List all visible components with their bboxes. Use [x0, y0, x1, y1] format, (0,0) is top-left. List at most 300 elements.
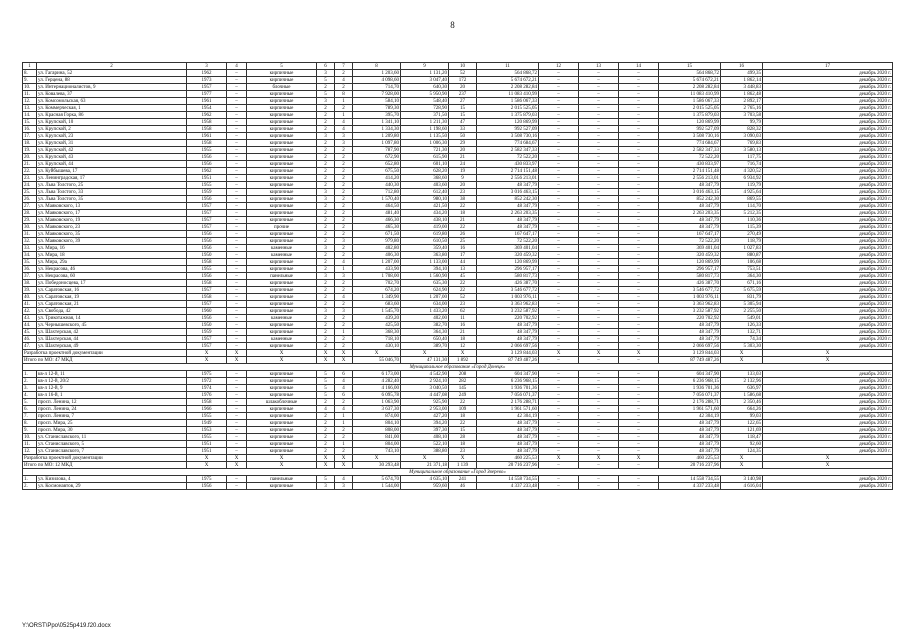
table-cell: 5 675,59 [721, 287, 763, 294]
table-cell: – [539, 182, 579, 189]
table-cell: 2 [335, 280, 353, 287]
table-cell: X [579, 455, 619, 462]
table-cell: – [227, 301, 247, 308]
table-cell: 25. [23, 189, 37, 196]
table-cell: – [227, 448, 247, 455]
table-cell: 3 [317, 483, 335, 490]
table-cell: – [539, 70, 579, 77]
table-cell: – [579, 133, 619, 140]
table-cell: 980,10 [401, 196, 449, 203]
table-cell: 1 207,00 [353, 259, 401, 266]
table-cell: 48 347,79 [659, 448, 721, 455]
table-cell: декабрь 2020 г. [763, 161, 893, 168]
table-cell: 1 135,50 [401, 133, 449, 140]
header-cell: 3 [187, 63, 227, 70]
table-cell: 2 [317, 413, 335, 420]
table-cell: – [539, 406, 579, 413]
table-cell: 44 [449, 259, 477, 266]
table-cell: 671,50 [353, 231, 401, 238]
table-cell: – [579, 140, 619, 147]
table-cell: декабрь 2020 г. [763, 294, 893, 301]
table-cell: 2 015 525,05 [659, 105, 721, 112]
table-cell: 1973 [187, 77, 227, 84]
table-cell: 460 225,53 [477, 455, 539, 462]
table-cell: 1957 [187, 203, 227, 210]
table-cell: 992 527,09 [477, 126, 539, 133]
table-row [23, 287, 893, 294]
table-cell: X [353, 350, 401, 357]
table-cell: – [579, 112, 619, 119]
table-cell: 3 090,03 [721, 133, 763, 140]
table-cell: – [227, 112, 247, 119]
table-cell: 2 [317, 154, 335, 161]
table-cell: кирпичные [247, 301, 317, 308]
summary-label: Итого по МО: 47 МКД [23, 357, 187, 364]
header-cell: 1 [23, 63, 37, 70]
table-cell: 72 522,20 [659, 238, 721, 245]
table-cell: 3 [335, 273, 353, 280]
table-cell: 2 [335, 252, 353, 259]
table-cell: 1959 [187, 189, 227, 196]
table-cell: – [579, 399, 619, 406]
table-cell: – [227, 210, 247, 217]
table-cell: X [401, 350, 449, 357]
table-cell: 1956 [187, 315, 227, 322]
table-cell: 3 363 962,83 [477, 301, 539, 308]
table-cell: 774 684,67 [659, 140, 721, 147]
table-cell: 610,50 [401, 238, 449, 245]
table-cell: 403,60 [401, 182, 449, 189]
table-cell: X [335, 357, 353, 364]
table-cell: – [227, 441, 247, 448]
table-cell: – [579, 315, 619, 322]
table-cell: 1 027,83 [721, 245, 763, 252]
address-cell: ул. Красная Горка, 86 [37, 112, 187, 119]
table-cell: – [227, 168, 247, 175]
table-cell: 48 347,79 [477, 182, 539, 189]
header-cell: 7 [335, 63, 353, 70]
table-cell: 2 [317, 448, 335, 455]
table-cell: 21 [449, 217, 477, 224]
table-cell: 1977 [187, 91, 227, 98]
table-cell: 1 586 067,33 [659, 98, 721, 105]
table-cell: 41. [23, 301, 37, 308]
table-cell: 22. [23, 168, 37, 175]
table-cell: – [579, 70, 619, 77]
table-row [23, 224, 893, 231]
table-cell: 5 [317, 91, 335, 98]
table-row [23, 231, 893, 238]
table-cell: 1950 [187, 252, 227, 259]
table-cell: 2. [23, 378, 37, 385]
table-cell: 35. [23, 259, 37, 266]
table-cell: 395,70 [353, 112, 401, 119]
table-cell: 2 [317, 399, 335, 406]
table-cell: 48 347,79 [659, 434, 721, 441]
table-cell: – [619, 462, 659, 469]
table-cell: декабрь 2020 г. [763, 112, 893, 119]
table-cell: – [619, 196, 659, 203]
table-cell: 23. [23, 175, 37, 182]
table-cell: – [579, 336, 619, 343]
table-cell: X [187, 462, 227, 469]
table-cell: 1957 [187, 301, 227, 308]
header-cell: 11 [477, 63, 539, 70]
table-cell: 1 334,30 [353, 126, 401, 133]
table-cell: кирпичные [247, 259, 317, 266]
table-cell: 16. [23, 126, 37, 133]
table-cell: – [579, 154, 619, 161]
table-cell: – [227, 77, 247, 84]
table-cell: 841,00 [353, 434, 401, 441]
table-cell: 1956 [187, 483, 227, 490]
table-cell: X [619, 350, 659, 357]
table-row [23, 91, 893, 98]
table-cell: 38. [23, 280, 37, 287]
table-cell: 21 [449, 329, 477, 336]
table-cell: кирпичные [247, 385, 317, 392]
table-cell: 1956 [187, 161, 227, 168]
table-cell: 6 095,78 [353, 392, 401, 399]
table-cell: 48 347,79 [659, 420, 721, 427]
table-cell: 2 953,00 [401, 406, 449, 413]
table-cell: – [619, 84, 659, 91]
table-cell: 48 347,79 [659, 182, 721, 189]
table-cell: 72 522,20 [477, 154, 539, 161]
table-cell: – [539, 392, 579, 399]
table-cell: – [619, 70, 659, 77]
table-cell: декабрь 2020 г. [763, 399, 893, 406]
table-cell: 4 [335, 294, 353, 301]
table-cell: 1 139 [449, 462, 477, 469]
table-cell: – [619, 266, 659, 273]
table-cell: 652,80 [353, 161, 401, 168]
table-cell: 15 [449, 112, 477, 119]
table-cell: декабрь 2020 г. [763, 385, 893, 392]
table-cell: 1 544,00 [353, 483, 401, 490]
table-cell: – [619, 441, 659, 448]
table-cell: 804,00 [353, 441, 401, 448]
table-cell: 874,00 [353, 413, 401, 420]
table-cell: – [539, 84, 579, 91]
table-cell: 109 [449, 406, 477, 413]
table-row [23, 105, 893, 112]
table-cell: 650,40 [401, 336, 449, 343]
table-cell: 712,80 [353, 189, 401, 196]
table-cell: 45 [449, 273, 477, 280]
table-cell: – [619, 224, 659, 231]
table-row [23, 84, 893, 91]
address-cell: ул. Крупской, 42 [37, 147, 187, 154]
table-cell: 241 [449, 476, 477, 483]
summary-row [23, 455, 893, 462]
summary-label: Разработка проектной документации [23, 350, 187, 357]
table-cell: 2 892,17 [721, 98, 763, 105]
table-cell: 4 635,10 [401, 476, 449, 483]
table-cell: – [619, 140, 659, 147]
table-cell: 8. [23, 70, 37, 77]
address-cell: ул. Маяковского, 19 [37, 217, 187, 224]
table-cell: 2 [335, 189, 353, 196]
address-cell: ул. Маяковского, 17 [37, 210, 187, 217]
table-cell: декабрь 2020 г. [763, 371, 893, 378]
table-cell: 426 387,70 [659, 280, 721, 287]
table-row [23, 371, 893, 378]
table-cell: 4 [335, 406, 353, 413]
table-cell: 4 447,08 [401, 392, 449, 399]
table-cell: 615,90 [401, 154, 449, 161]
table-cell: 3 546 677,72 [659, 287, 721, 294]
table-cell: 36. [23, 266, 37, 273]
table-cell: 604 347,90 [659, 371, 721, 378]
table-cell: 672,90 [353, 154, 401, 161]
address-cell: ул. Трикотажная, 14 [37, 315, 187, 322]
table-cell: 430 833,97 [477, 161, 539, 168]
table-cell: 635,30 [401, 280, 449, 287]
table-cell: 40. [23, 294, 37, 301]
table-cell: декабрь 2020 г. [763, 322, 893, 329]
table-cell: – [619, 231, 659, 238]
table-cell: 99,79 [721, 119, 763, 126]
table-cell: 2 208 282,84 [477, 84, 539, 91]
table-row [23, 175, 893, 182]
table-cell: – [539, 77, 579, 84]
header-cell: 2 [37, 63, 187, 70]
table-cell: – [619, 91, 659, 98]
table-cell: 1 209,80 [353, 133, 401, 140]
table-cell: 1 375 879,03 [477, 112, 539, 119]
table-cell: – [227, 231, 247, 238]
table-cell: – [539, 175, 579, 182]
table-cell: 2 582 347,33 [659, 147, 721, 154]
table-cell: 2 [335, 315, 353, 322]
table-cell: 3 703,58 [721, 112, 763, 119]
table-cell: – [579, 189, 619, 196]
table-cell: 1955 [187, 413, 227, 420]
table-cell: – [579, 483, 619, 490]
table-cell: 43. [23, 315, 37, 322]
table-cell: 1962 [187, 70, 227, 77]
table-cell: 1 [335, 266, 353, 273]
table-cell: декабрь 2020 г. [763, 336, 893, 343]
table-cell: – [539, 245, 579, 252]
address-cell: ул. Шахтерская, 44 [37, 336, 187, 343]
table-cell: 19 [449, 168, 477, 175]
table-cell: 548,40 [401, 98, 449, 105]
table-cell: – [227, 427, 247, 434]
table-cell: X [721, 350, 763, 357]
table-cell: 46. [23, 336, 37, 343]
address-cell: ул. Крупской, 44 [37, 161, 187, 168]
table-cell: 434,20 [401, 210, 449, 217]
table-cell: 1 203,60 [353, 70, 401, 77]
table-cell: 2 924,10 [401, 378, 449, 385]
table-cell: X [335, 462, 353, 469]
table-cell: 52 [449, 294, 477, 301]
table-cell: 14. [23, 112, 37, 119]
table-cell: – [619, 476, 659, 483]
address-cell: просп. Мира, 30 [37, 427, 187, 434]
table-cell: 2 [335, 336, 353, 343]
table-cell: кирпичные [247, 154, 317, 161]
table-cell: – [579, 357, 619, 364]
table-cell: – [619, 245, 659, 252]
table-cell: 42 304,19 [659, 413, 721, 420]
table-cell: – [227, 392, 247, 399]
table-cell: 1955 [187, 182, 227, 189]
table-cell: кирпичные [247, 147, 317, 154]
table-cell: 132,71 [721, 329, 763, 336]
summary-label: Итого по МО: 12 МКД [23, 462, 187, 469]
address-cell: ул. Шахтерская, 49 [37, 343, 187, 350]
table-cell: 716,74 [721, 161, 763, 168]
table-cell: – [227, 126, 247, 133]
table-cell: 296 957,17 [659, 266, 721, 273]
table-cell: – [539, 119, 579, 126]
table-cell: – [619, 385, 659, 392]
table-cell: декабрь 2020 г. [763, 224, 893, 231]
table-cell: 1. [23, 476, 37, 483]
table-cell: – [227, 280, 247, 287]
table-cell: 2 [317, 84, 335, 91]
table-cell: – [539, 105, 579, 112]
table-row [23, 301, 893, 308]
table-cell: кирпичные [247, 98, 317, 105]
table-cell: X [353, 455, 401, 462]
table-cell: – [579, 119, 619, 126]
table-cell: кирпичные [247, 392, 317, 399]
address-cell: ул. Крупской, 23 [37, 133, 187, 140]
table-cell: 1958 [187, 259, 227, 266]
table-cell: X [317, 357, 335, 364]
table-cell: X [763, 350, 893, 357]
table-cell: 6 [335, 392, 353, 399]
table-cell: 2 [335, 175, 353, 182]
table-cell: 2 714 151,48 [659, 168, 721, 175]
table-cell: 1 003 976,11 [477, 294, 539, 301]
table-cell: – [227, 336, 247, 343]
table-cell: 3 508 730,16 [659, 133, 721, 140]
table-cell: 624,90 [401, 287, 449, 294]
table-cell: 3 016 463,15 [659, 189, 721, 196]
table-cell: – [227, 245, 247, 252]
table-cell: – [539, 266, 579, 273]
table-row [23, 112, 893, 119]
table-cell: 118,79 [721, 238, 763, 245]
table-cell: 74,34 [721, 336, 763, 343]
address-cell: ул. Маяковского, 13 [37, 203, 187, 210]
table-cell: 394,10 [401, 266, 449, 273]
table-cell: кирпичные [247, 427, 317, 434]
table-cell: 1962 [187, 168, 227, 175]
table-cell: 26 [449, 231, 477, 238]
table-cell: 580 817,73 [659, 273, 721, 280]
table-cell: – [619, 133, 659, 140]
table-cell: 1 708,00 [353, 273, 401, 280]
table-cell: декабрь 2020 г. [763, 231, 893, 238]
table-cell: кирпичные [247, 231, 317, 238]
table-cell: 124,35 [721, 448, 763, 455]
table-cell: – [227, 252, 247, 259]
table-cell: декабрь 2020 г. [763, 259, 893, 266]
table-cell: 18 [449, 441, 477, 448]
table-cell: 2 [335, 448, 353, 455]
address-cell: ул. Гагарина, 52 [37, 70, 187, 77]
header-cell: 8 [353, 63, 401, 70]
table-cell: панельные [247, 476, 317, 483]
table-cell: кирпичные [247, 287, 317, 294]
table-cell: 1950 [187, 322, 227, 329]
table-cell: 6 236 968,15 [477, 378, 539, 385]
table-cell: 852 242,30 [477, 196, 539, 203]
table-cell: 14 558 734,55 [477, 476, 539, 483]
table-row [23, 119, 893, 126]
table-cell: X [335, 455, 353, 462]
table-cell: 382,70 [401, 322, 449, 329]
table-cell: кирпичные [247, 91, 317, 98]
table-cell: 1 545,70 [353, 308, 401, 315]
table-cell: 2 [335, 399, 353, 406]
table-cell: 1975 [187, 476, 227, 483]
summary-label: Разработка проектной документации [23, 455, 187, 462]
table-cell: 5 212,35 [721, 210, 763, 217]
table-cell: – [619, 259, 659, 266]
table-cell: декабрь 2020 г. [763, 476, 893, 483]
table-cell: 2 765,16 [721, 105, 763, 112]
header-cell: 10 [449, 63, 477, 70]
table-cell: X [401, 455, 449, 462]
table-cell: 28 [449, 434, 477, 441]
table-cell: X [227, 357, 247, 364]
table-cell: 1 131,20 [401, 70, 449, 77]
table-cell: – [579, 84, 619, 91]
table-row [23, 392, 893, 399]
table-row [23, 217, 893, 224]
table-cell: – [579, 196, 619, 203]
table-cell: 2 [335, 84, 353, 91]
table-cell: декабрь 2020 г. [763, 406, 893, 413]
table-cell: декабрь 2020 г. [763, 147, 893, 154]
table-cell: 787,90 [353, 147, 401, 154]
table-cell: 320 459,32 [659, 252, 721, 259]
table-cell: декабрь 2020 г. [763, 315, 893, 322]
table-cell: 44. [23, 322, 37, 329]
table-cell: 27. [23, 203, 37, 210]
table-cell: 3 [317, 189, 335, 196]
address-cell: ул. Герцена, 88 [37, 77, 187, 84]
address-cell: ул. Маяковского, 39 [37, 238, 187, 245]
table-cell: 388,80 [401, 448, 449, 455]
table-cell: 389,70 [401, 343, 449, 350]
table-cell: 99,03 [721, 413, 763, 420]
table-cell: – [227, 476, 247, 483]
table-cell: 718,10 [353, 336, 401, 343]
table-cell: 8 [335, 91, 353, 98]
table-cell: – [579, 161, 619, 168]
table-cell: 564 868,72 [477, 70, 539, 77]
table-cell: 3 232 587,92 [477, 308, 539, 315]
table-cell: кирпичные [247, 238, 317, 245]
table-row [23, 315, 893, 322]
table-cell: 2 [317, 266, 335, 273]
table-cell: декабрь 2020 г. [763, 420, 893, 427]
address-cell: кв-л 12-й, 11 [37, 371, 187, 378]
table-cell: X [763, 455, 893, 462]
table-cell: 87 749 487,26 [659, 357, 721, 364]
table-cell: 414,20 [353, 175, 401, 182]
table-cell: – [539, 196, 579, 203]
table-cell: кирпичные [247, 308, 317, 315]
